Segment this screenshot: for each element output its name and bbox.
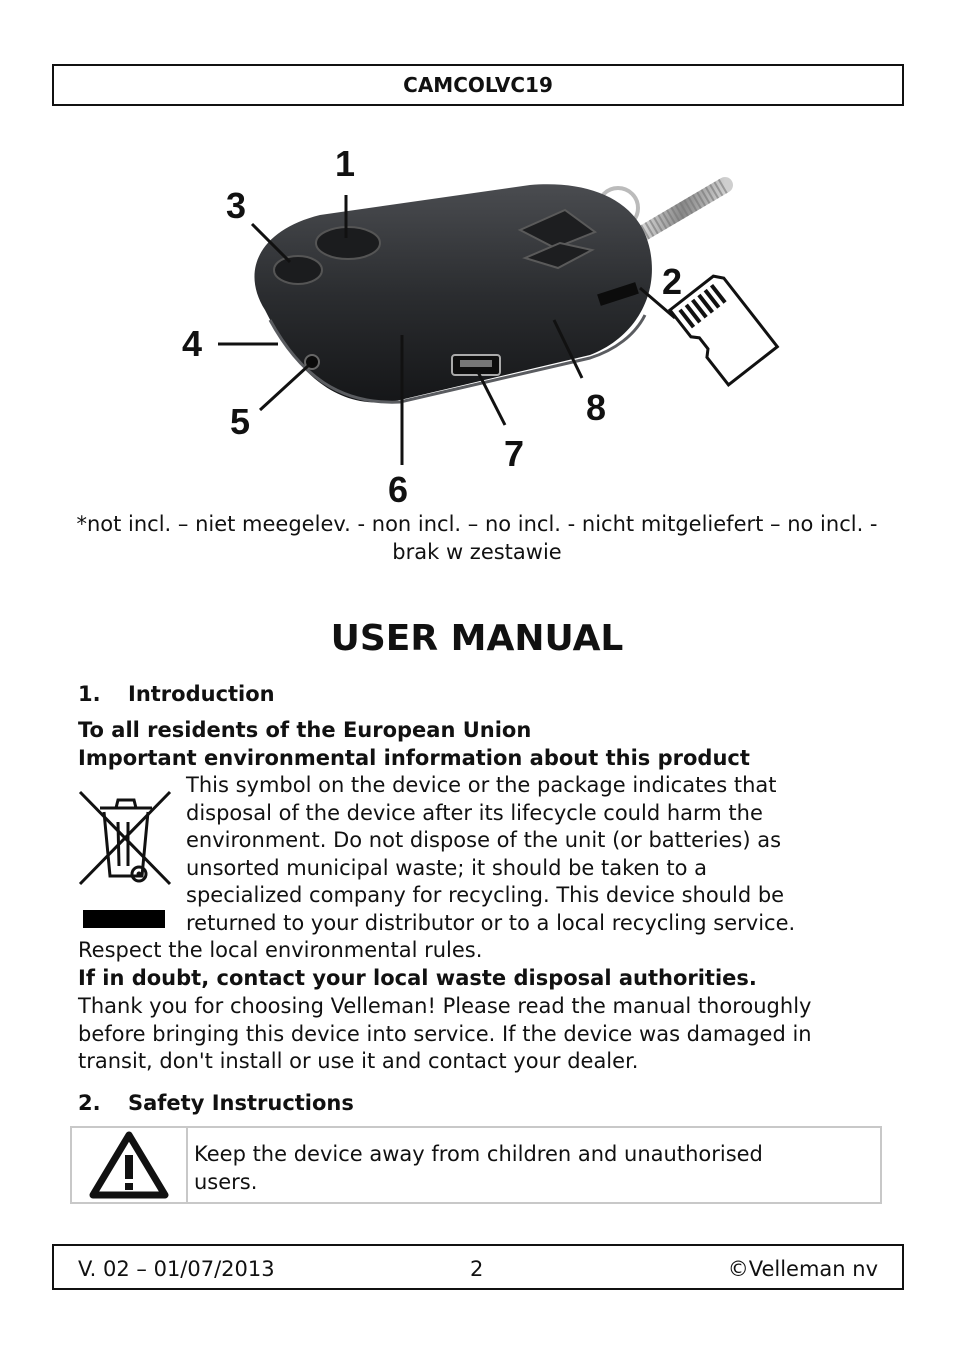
product-figure xyxy=(170,140,790,510)
weee-line: This symbol on the device or the package indicates that xyxy=(186,773,777,797)
callout-6: 6 xyxy=(388,469,409,510)
safety-text-line: users. xyxy=(194,1170,258,1194)
safety-icon-cell xyxy=(72,1128,188,1202)
weee-line: disposal of the device after its lifecycle could harm the xyxy=(186,800,763,825)
header-box xyxy=(52,64,904,106)
gooseneck xyxy=(640,185,725,235)
thanks-line: before bringing this device into service. If the device was damaged in xyxy=(78,1021,812,1046)
safety-table xyxy=(70,1126,882,1204)
section-title: Introduction xyxy=(128,682,275,706)
respect-rules: Respect the local environmental rules. xyxy=(78,938,483,962)
weee-line: returned to your distributor or to a local recycling service. xyxy=(186,910,796,935)
section-title: Safety Instructions xyxy=(128,1091,354,1115)
callout-3: 3 xyxy=(226,185,247,226)
callout-7: 7 xyxy=(504,433,525,474)
weee-line: unsorted municipal waste; it should be taken to a xyxy=(186,855,708,880)
footer-box xyxy=(52,1244,904,1290)
callout-8: 8 xyxy=(586,387,607,428)
weee-bin-icon xyxy=(76,786,176,932)
callout-4: 4 xyxy=(182,323,203,364)
warning-icon xyxy=(89,1131,169,1199)
residents-heading: To all residents of the European Union xyxy=(78,718,532,742)
footer-page-number: 2 xyxy=(470,1257,484,1281)
not-included-note: *not incl. – niet meegelev. - non incl. – no incl. - nicht mitgeliefert – no incl. - brak w zestawie xyxy=(76,512,878,564)
env-heading: Important environmental information about this product xyxy=(78,746,750,770)
section-heading-safety xyxy=(78,1091,354,1115)
doubt-contact: If in doubt, contact your local waste disposal authorities. xyxy=(78,966,757,990)
model-name: CAMCOLVC19 xyxy=(403,73,553,97)
callout-1: 1 xyxy=(335,143,356,184)
weee-line: environment. Do not dispose of the unit (or batteries) as xyxy=(186,828,782,852)
callout-2: 2 xyxy=(662,261,683,302)
section-heading-introduction xyxy=(78,682,275,706)
footer-version: V. 02 – 01/07/2013 xyxy=(78,1257,275,1281)
microsd-card xyxy=(670,272,777,385)
callout-5: 5 xyxy=(230,401,251,442)
section-number: 2. xyxy=(78,1091,101,1115)
safety-text-cell xyxy=(188,1128,880,1202)
thanks-line: Thank you for choosing Velleman! Please read the manual thoroughly xyxy=(78,994,812,1018)
page-title: USER MANUAL xyxy=(330,618,624,659)
footer-copyright: ©Velleman nv xyxy=(727,1257,878,1281)
section-number: 1. xyxy=(78,682,101,706)
thanks-line: transit, don't install or use it and contact your dealer. xyxy=(78,1049,639,1073)
weee-line: specialized company for recycling. This device should be xyxy=(186,883,785,907)
button-1 xyxy=(316,227,380,259)
button-3 xyxy=(274,256,322,284)
safety-text-line: Keep the device away from children and unauthorised xyxy=(194,1142,763,1166)
